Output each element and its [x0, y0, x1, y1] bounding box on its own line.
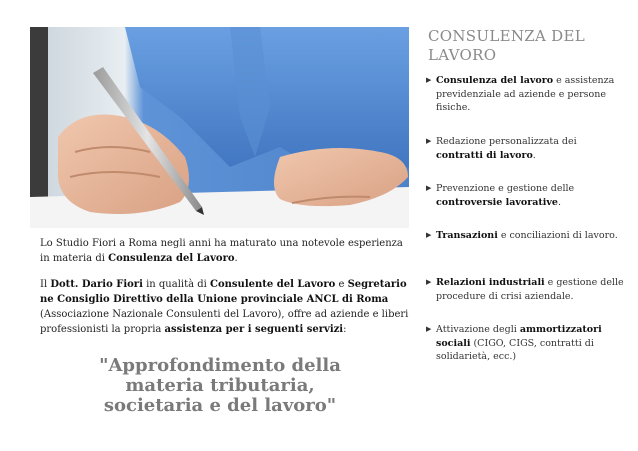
service-text: .	[532, 149, 536, 161]
triangle-right-icon: ▶	[426, 231, 432, 239]
service-text: .	[557, 196, 562, 208]
intro-paragraph-2	[40, 277, 410, 337]
intro-text-segment: .	[234, 253, 238, 264]
service-text: (CIGO, CIGS, contratti di solidarietà, ecc.)	[436, 337, 594, 362]
service-text: Attivazione degli	[436, 324, 520, 335]
services-list	[424, 74, 624, 364]
service-emphasis: ammortizzatori sociali	[436, 324, 602, 349]
intro-text-segment: e	[335, 279, 348, 290]
service-emphasis: contratti di lavoro	[436, 149, 533, 161]
intro-paragraph-1	[40, 236, 410, 266]
quote-line: societaria e del lavoro"	[103, 395, 337, 416]
service-text: e gestione delle procedure di crisi aziendale.	[436, 277, 624, 302]
service-emphasis: Relazioni industriali	[436, 277, 545, 288]
intro-emphasis: assistenza per i seguenti servizi	[164, 324, 344, 335]
intro-text-segment: :	[343, 324, 347, 335]
service-item	[424, 74, 624, 135]
intro-emphasis: Segretario ne Consiglio Direttivo della Unione provinciale ANCL di Roma	[40, 279, 407, 305]
triangle-right-icon: ▶	[426, 76, 432, 84]
service-emphasis: Consulenza del lavoro	[436, 75, 554, 86]
intro-text	[40, 236, 410, 348]
intro-text-segment: (Associazione Nazionale Consulenti del Lavoro), offre ad aziende e liberi professionisti la propria	[40, 309, 409, 335]
intro-text-segment: Il	[40, 279, 51, 290]
triangle-right-icon: ▶	[426, 278, 432, 286]
triangle-right-icon: ▶	[426, 325, 432, 333]
quote-line: materia tributaria,	[125, 375, 315, 396]
service-emphasis: Transazioni	[436, 230, 498, 241]
title-line: LAVORO	[428, 46, 497, 64]
service-text: e conciliazioni di lavoro.	[497, 230, 618, 241]
writing-hand-photo	[30, 27, 409, 228]
triangle-right-icon: ▶	[426, 184, 432, 192]
intro-emphasis: Consulente del Lavoro	[210, 279, 336, 290]
service-text: Redazione personalizzata dei	[436, 136, 577, 147]
service-item	[424, 135, 624, 182]
service-item	[424, 229, 624, 276]
service-item	[424, 323, 624, 364]
highlight-quote	[60, 356, 380, 416]
intro-text-segment: in qualità di	[142, 279, 211, 290]
intro-emphasis: Consulenza del Lavoro	[108, 253, 235, 264]
intro-text-segment: Lo Studio Fiori a Roma negli anni ha maturato una notevole esperienza in materia di	[40, 238, 403, 264]
quote-line: "Approfondimento della	[99, 355, 341, 376]
triangle-right-icon: ▶	[426, 137, 432, 145]
service-text: Prevenzione e gestione delle	[436, 183, 575, 194]
intro-emphasis: Dott. Dario Fiori	[50, 279, 143, 290]
service-item	[424, 182, 624, 229]
service-item	[424, 276, 624, 323]
title-line: CONSULENZA DEL	[428, 27, 586, 45]
hero-photo	[30, 27, 409, 228]
services-title	[428, 27, 628, 65]
service-text: e assistenza previdenziale ad aziende e persone fisiche.	[436, 75, 615, 113]
service-emphasis: controversie lavorative	[436, 196, 558, 208]
